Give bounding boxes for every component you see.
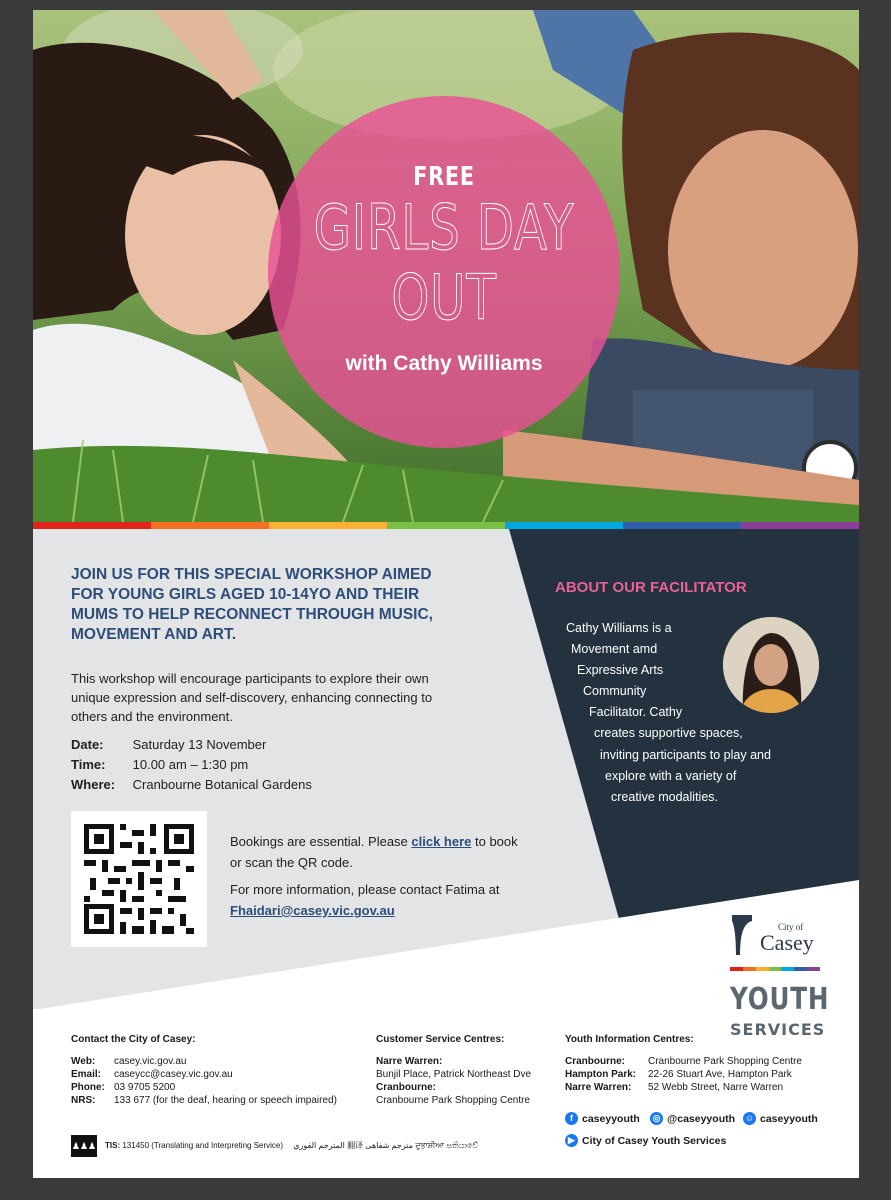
booking-text xyxy=(230,831,560,873)
contact-row xyxy=(71,1069,233,1080)
contact-label: Web: xyxy=(71,1056,96,1067)
contact-label: NRS: xyxy=(71,1095,96,1106)
bio-line: Cathy Williams is a xyxy=(566,621,672,635)
csc-label: Cranbourne: xyxy=(376,1082,436,1093)
bio-line: Facilitator. Cathy xyxy=(589,705,683,719)
facilitator-avatar xyxy=(723,617,819,713)
contact-heading: Contact the City of Casey: xyxy=(71,1034,196,1045)
yic-label: Hampton Park: xyxy=(565,1069,637,1080)
logo-youth: YOUTH xyxy=(730,982,830,1017)
yic-value: 52 Webb Street, Narre Warren xyxy=(648,1082,784,1093)
time-row xyxy=(71,757,248,772)
interpreter-icon: ♟♟♟ xyxy=(71,1135,97,1157)
flyer xyxy=(33,10,859,1178)
rainbow-strip xyxy=(33,522,859,529)
event-title-line-1: GIRLS DAY xyxy=(313,191,575,264)
logo-city-of: City of xyxy=(778,922,804,932)
description-line: unique expression and self-discovery, enhancing connecting to xyxy=(71,690,433,705)
rainbow-segment xyxy=(33,522,151,529)
csc-label: Narre Warren: xyxy=(376,1056,443,1067)
youtube-link[interactable] xyxy=(565,1134,726,1147)
date-value: Saturday 13 November xyxy=(132,737,267,752)
contact-value: 133 677 (for the deaf, hearing or speech impaired) xyxy=(114,1095,337,1106)
yic-heading: Youth Information Centres: xyxy=(565,1034,694,1045)
description-line: This workshop will encourage participants to explore their own xyxy=(71,671,429,686)
youtube-icon: ▶ xyxy=(565,1134,578,1147)
tis-text: 131450 (Translating and Interpreting Service) xyxy=(122,1141,284,1150)
logo-bar-segment xyxy=(756,967,769,971)
workshop-description xyxy=(71,669,501,726)
bio-line: inviting participants to play and xyxy=(600,748,771,762)
facebook-handle: caseyyouth xyxy=(582,1112,640,1125)
bio-line: Community xyxy=(583,684,647,698)
free-label: FREE xyxy=(413,162,475,192)
heading-line: MOVEMENT AND ART. xyxy=(71,626,237,643)
casey-leaf-icon xyxy=(730,915,754,955)
bio-line: creates supportive spaces, xyxy=(594,726,743,740)
yic-row xyxy=(565,1056,802,1067)
logo-rainbow-bars xyxy=(730,967,820,971)
rainbow-segment xyxy=(151,522,269,529)
contact-value[interactable]: casey.vic.gov.au xyxy=(114,1056,187,1067)
booking-suffix: to book xyxy=(471,834,518,849)
date-row xyxy=(71,737,266,752)
workshop-heading xyxy=(71,565,501,645)
booking-suffix-line2: or scan the QR code. xyxy=(230,855,353,870)
location-label: Where: xyxy=(71,777,116,792)
yic-row xyxy=(565,1069,792,1080)
tis-label: TIS: xyxy=(105,1141,121,1150)
time-label: Time: xyxy=(71,757,106,772)
contact-prompt: For more information, please contact Fatima at xyxy=(230,882,500,897)
heading-line: JOIN US FOR THIS SPECIAL WORKSHOP AIMED xyxy=(71,566,432,583)
contact-row xyxy=(71,1056,186,1067)
event-title-line-2: OUT xyxy=(391,261,497,334)
bio-line: Expressive Arts xyxy=(577,663,664,677)
contact-row xyxy=(71,1082,175,1093)
yic-label: Narre Warren: xyxy=(565,1082,632,1093)
facebook-icon: f xyxy=(565,1112,578,1125)
yic-row xyxy=(565,1082,783,1093)
avatar-portrait xyxy=(723,617,819,713)
snapchat-handle: caseyyouth xyxy=(760,1112,818,1125)
location-row xyxy=(71,777,312,792)
yic-value: 22-26 Stuart Ave, Hampton Park xyxy=(648,1069,792,1080)
rainbow-segment xyxy=(741,522,859,529)
booking-link[interactable]: click here xyxy=(411,834,472,849)
logo-casey: Casey xyxy=(760,930,814,955)
location-value: Cranbourne Botanical Gardens xyxy=(132,777,312,792)
bio-line: explore with a variety of xyxy=(605,769,737,783)
date-label: Date: xyxy=(71,737,104,752)
facebook-link[interactable] xyxy=(565,1112,640,1125)
rainbow-segment xyxy=(269,522,387,529)
bio-line: creative modalities. xyxy=(611,790,718,804)
booking-prefix: Bookings are essential. Please xyxy=(230,834,412,849)
contact-label: Phone: xyxy=(71,1082,105,1093)
logo-services: SERVICES xyxy=(730,1020,826,1039)
tis-languages: المترجم الفوري 翻译 مترجم شفاهی ਦੁਭਾਸ਼ੀਆ සතියාවේ xyxy=(293,1141,479,1150)
footer xyxy=(33,1020,859,1178)
yic-label: Cranbourne: xyxy=(565,1056,625,1067)
logo-bar-segment xyxy=(781,967,794,971)
contact-email-link[interactable]: Fhaidari@casey.vic.gov.au xyxy=(230,903,395,918)
description-line: others and the environment. xyxy=(71,709,233,724)
logo-bar-segment xyxy=(743,967,756,971)
facilitator-heading: ABOUT OUR FACILITATOR xyxy=(555,579,747,596)
heading-line: MUMS TO HELP RECONNECT THROUGH MUSIC, xyxy=(71,606,433,623)
rainbow-segment xyxy=(387,522,505,529)
rainbow-segment xyxy=(505,522,623,529)
csc-value: Bunjil Place, Patrick Northeast Dve xyxy=(376,1069,532,1080)
instagram-link[interactable] xyxy=(650,1112,735,1125)
title-circle xyxy=(268,96,620,448)
tis-line xyxy=(105,1140,478,1151)
youtube-channel: City of Casey Youth Services xyxy=(582,1134,727,1147)
csc-value: Cranbourne Park Shopping Centre xyxy=(376,1095,530,1106)
logo-bar-segment xyxy=(730,967,743,971)
bio-line: Movement amd xyxy=(571,642,658,656)
instagram-handle: @caseyyouth xyxy=(667,1112,736,1125)
csc-heading: Customer Service Centres: xyxy=(376,1034,505,1045)
contact-label: Email: xyxy=(71,1069,102,1080)
snapchat-link[interactable] xyxy=(743,1112,818,1125)
logo-bar-segment xyxy=(794,967,807,971)
contact-row xyxy=(71,1095,337,1106)
logo-bar-segment xyxy=(807,967,820,971)
rainbow-segment xyxy=(623,522,741,529)
logo-bar-segment xyxy=(769,967,782,971)
event-subtitle: with Cathy Williams xyxy=(345,352,543,375)
contact-value: 03 9705 5200 xyxy=(114,1082,176,1093)
instagram-icon: ◎ xyxy=(650,1112,663,1125)
yic-value: Cranbourne Park Shopping Centre xyxy=(648,1056,802,1067)
heading-line: FOR YOUNG GIRLS AGED 10-14YO AND THEIR xyxy=(71,586,420,603)
snapchat-icon: ☺ xyxy=(744,1113,755,1123)
time-value: 10.00 am – 1:30 pm xyxy=(132,757,249,772)
hero-photo xyxy=(33,10,859,522)
contact-value[interactable]: caseycc@casey.vic.gov.au xyxy=(114,1069,233,1080)
